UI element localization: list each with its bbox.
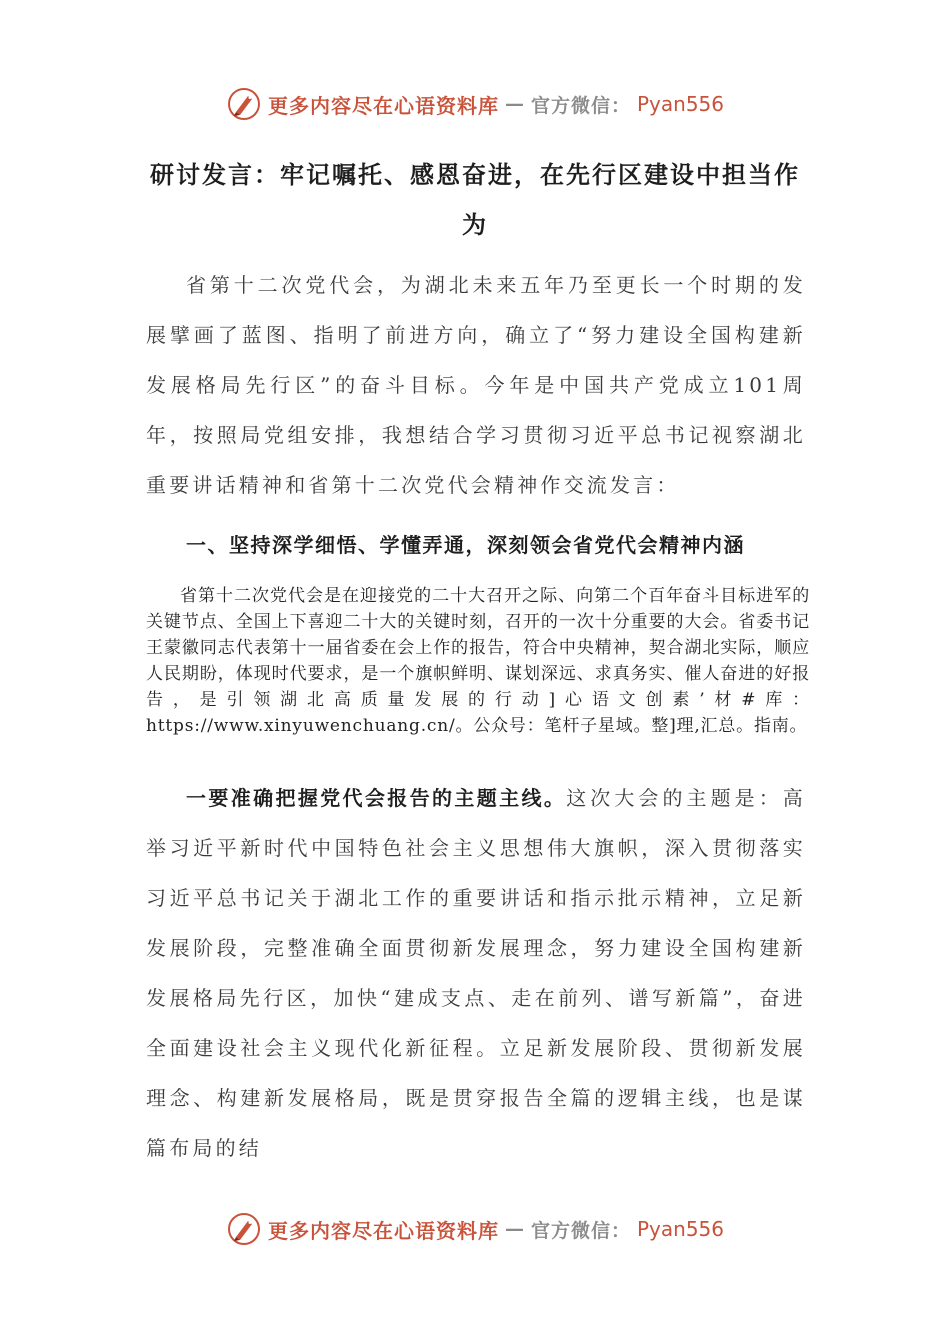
point-1-paragraph	[146, 773, 806, 1173]
banner-wechat-id: Pyan556	[637, 1217, 725, 1241]
section-1-heading: 一、坚持深学细悟、学懂弄通，深刻领会省党代会精神内涵	[186, 533, 745, 557]
pen-nib-logo-icon	[226, 86, 262, 122]
banner-brand-text: 更多内容尽在心语资料库	[267, 93, 499, 118]
intro-paragraph: 省第十二次党代会，为湖北未来五年乃至更长一个时期的发展擘画了蓝图、指明了前进方向，确立了“努力建设全国构建新发展格局先行区”的奋斗目标。今年是中国共产党成立101周年，按照局党组安排，我想结合学习贯彻习近平总书记视察湖北重要讲话精神和省第十二次党代会精神作交流发言：	[146, 273, 806, 497]
header-banner	[0, 82, 950, 126]
banner-dash: —	[504, 1218, 525, 1240]
point-1-lead: 一要准确把握党代会报告的主题主线。	[186, 786, 567, 810]
pen-nib-logo-icon	[226, 1211, 262, 1247]
banner-brand-text: 更多内容尽在心语资料库	[267, 1218, 499, 1243]
banner-wechat-id: Pyan556	[637, 92, 725, 116]
banner-wechat-label: 官方微信：	[530, 1219, 631, 1242]
footer-banner	[0, 1207, 950, 1251]
section-1-paragraph: 省第十二次党代会是在迎接党的二十大召开之际、向第二个百年奋斗目标进军的关键节点、全国上下喜迎二十大的关键时刻，召开的一次十分重要的大会。省委书记王蒙徽同志代表第十一届省委在会上作的报告，符合中央精神，契合湖北实际，顺应人民期盼，体现时代要求，是一个旗帜鲜明、谋划深远、求真务实、催人奋进的好报告，是引领湖北高质量发展的行动]心语文创素’材#库：https://www.xinyuwenchuang.cn/。公众号：笔杆子星域。整]理,汇总。指南。	[146, 586, 810, 736]
point-1-text: 这次大会的主题是：高举习近平新时代中国特色社会主义思想伟大旗帜，深入贯彻落实习近平总书记关于湖北工作的重要讲话和指示批示精神，立足新发展阶段，完整准确全面贯彻新发展理念，努力建设全国构建新发展格局先行区，加快“建成支点、走在前列、谱写新篇”，奋进全面建设社会主义现代化新征程。立足新发展阶段、贯彻新发展理念、构建新发展格局，既是贯穿报告全篇的逻辑主线，也是谋篇布局的结	[146, 786, 807, 1160]
banner-wechat-label: 官方微信：	[530, 94, 631, 117]
banner-dash: —	[504, 93, 525, 115]
document-title: 研讨发言：牢记嘱托、感恩奋进，在先行区建设中担当作为	[150, 161, 800, 239]
